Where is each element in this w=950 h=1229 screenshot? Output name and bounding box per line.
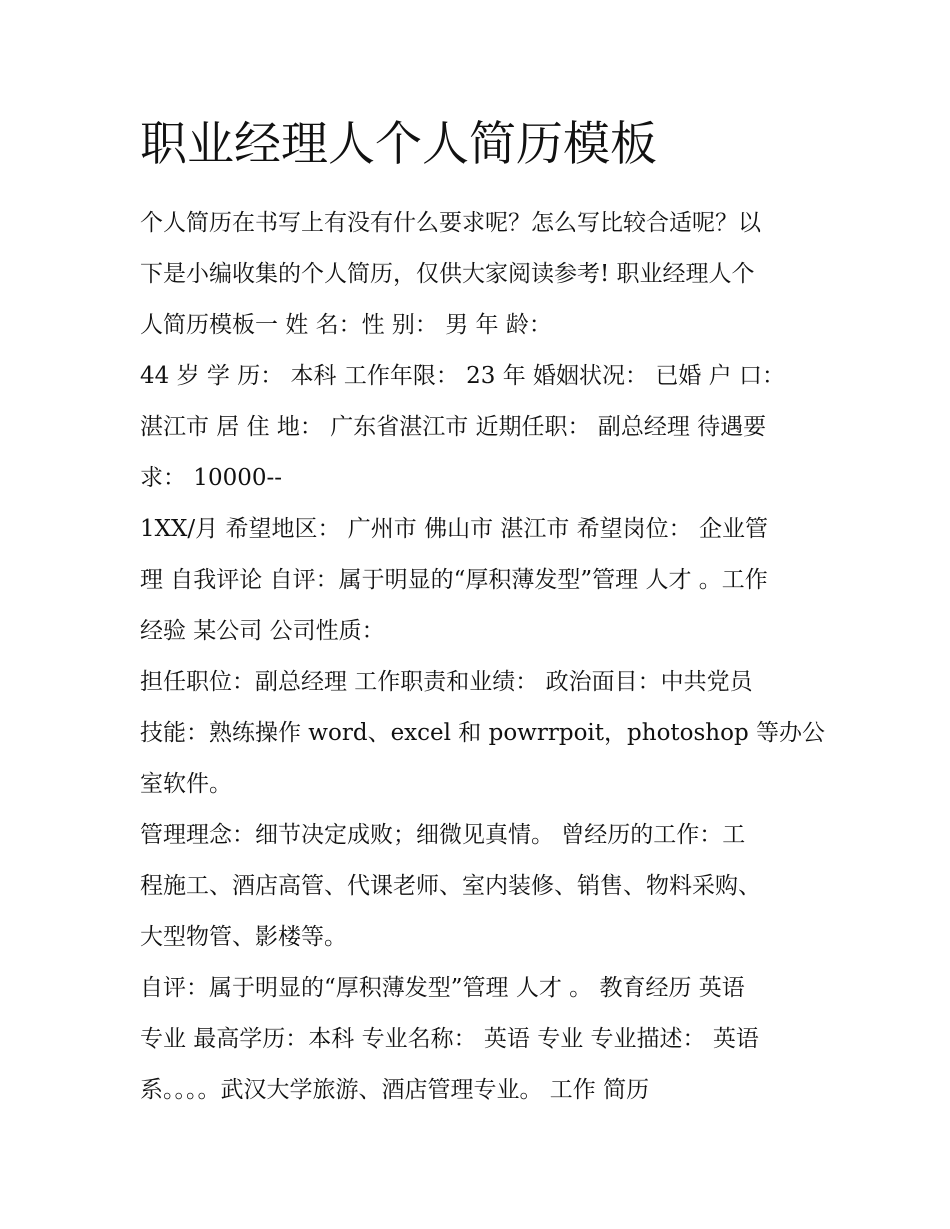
text-line: 湛江市 居 住 地： 广东省湛江市 近期任职： 副总经理 待遇要 [140,414,767,440]
paragraph-position-skills [140,657,826,810]
text-line: 室软件。 [140,771,232,797]
document-page [140,110,826,1116]
text-line: 下是小编收集的个人简历，仅供大家阅读参考! 职业经理人个 [140,261,755,287]
paragraph-job-target [140,504,820,657]
text-line: 大型物管、影楼等。 [140,924,347,950]
text-line: 技能：熟练操作 word、excel 和 powrrpoit，photoshop 等办公 [140,720,826,746]
text-line: 1XX/月 希望地区： 广州市 佛山市 湛江市 希望岗位： 企业管 [140,516,768,542]
paragraph-education [140,963,820,1116]
paragraph-intro [140,198,820,351]
paragraph-basic-info [140,351,820,504]
text-line: 系。。。。武汉大学旅游、酒店管理专业。 工作 简历 [140,1077,650,1103]
document-title: 职业经理人个人简历模板 [140,117,657,172]
text-line: 自评：属于明显的“厚积薄发型”管理 人才 。 教育经历 英语 [140,975,745,1001]
text-line: 求： 10000-- [140,465,283,491]
paragraph-management-philosophy [140,810,820,963]
text-line: 担任职位：副总经理 工作职责和业绩： 政治面目：中共党员 [140,669,753,695]
text-line: 管理理念：细节决定成败；细微见真情。 曾经历的工作：工 [140,822,746,848]
text-line: 专业 最高学历：本科 专业名称： 英语 专业 专业描述： 英语 [140,1026,759,1052]
text-line: 人简历模板一 姓 名：性 别： 男 年 龄： [140,312,552,338]
text-line: 程施工、酒店高管、代课老师、室内装修、销售、物料采购、 [140,873,761,899]
text-line: 44 岁 学 历： 本科 工作年限： 23 年 婚姻状况： 已婚 户 口： [140,363,785,389]
text-line: 个人简历在书写上有没有什么要求呢？怎么写比较合适呢？以 [140,210,761,236]
text-line: 理 自我评论 自评：属于明显的“厚积薄发型”管理 人才 。工作 [140,567,768,593]
text-line: 经验 某公司 公司性质： [140,618,385,644]
